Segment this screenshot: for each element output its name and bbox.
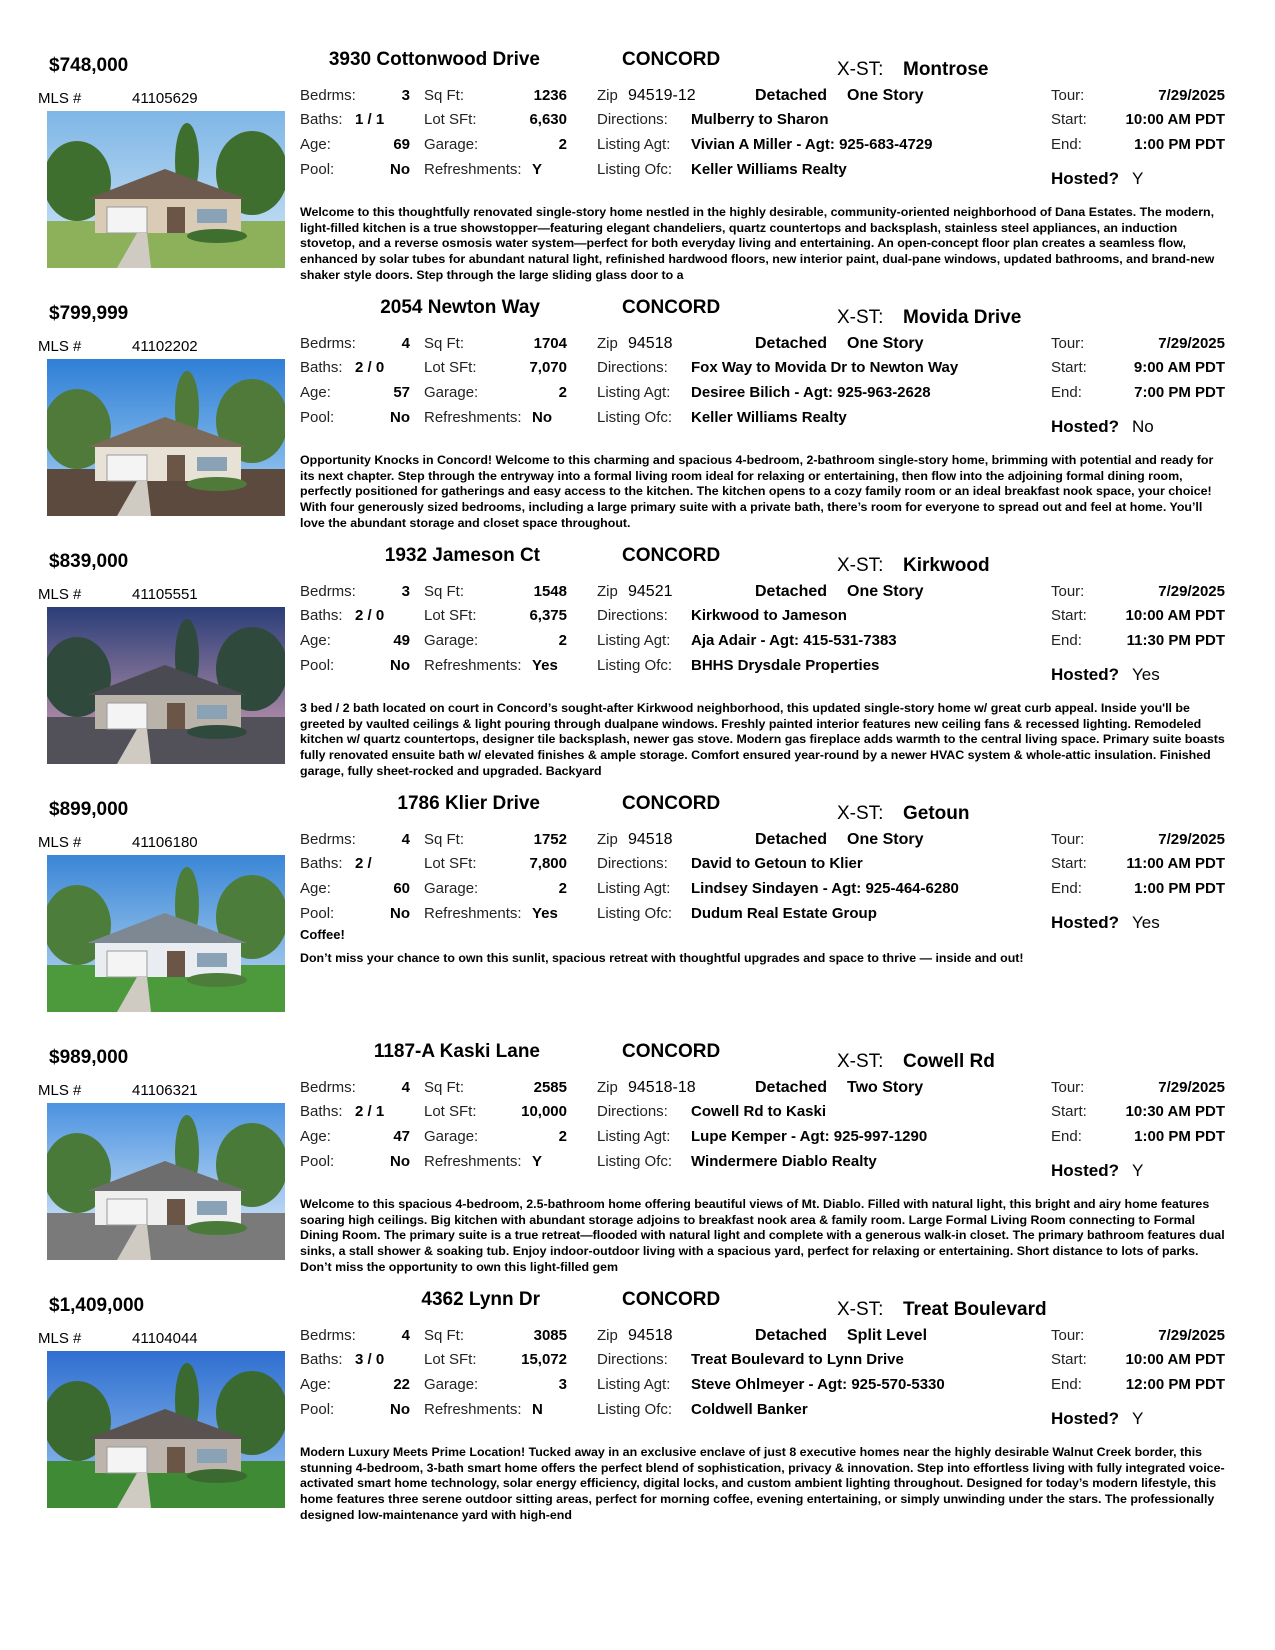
garage-label: Garage: xyxy=(424,1376,479,1393)
pool-label: Pool: xyxy=(300,905,335,922)
baths-label: Baths: xyxy=(300,111,343,128)
house-photo-icon xyxy=(47,1103,285,1260)
listing-price: $799,999 xyxy=(49,303,129,324)
start-label: Start: xyxy=(1051,855,1087,872)
hosted-value: Y xyxy=(1132,1161,1144,1180)
cross-street-label: X-ST: xyxy=(837,555,884,576)
cross-street-label: X-ST: xyxy=(837,1051,884,1072)
baths-label: Baths: xyxy=(300,607,343,624)
bedrooms-value: 4 xyxy=(401,1079,410,1096)
sqft-label: Sq Ft: xyxy=(424,1079,465,1096)
sqft-value: 1752 xyxy=(533,831,567,848)
listing-office-value: Coldwell Banker xyxy=(691,1401,808,1418)
lot-sqft-value: 6,375 xyxy=(529,607,567,624)
garage-value: 2 xyxy=(558,1128,567,1145)
garage-value: 2 xyxy=(558,384,567,401)
bedrooms-value: 3 xyxy=(401,87,410,104)
directions-label: Directions: xyxy=(597,1103,668,1120)
listing-address: 1187-A Kaski Lane xyxy=(373,1041,540,1062)
pool-label: Pool: xyxy=(300,657,335,674)
bedrooms-label: Bedrms: xyxy=(300,87,356,104)
age-label: Age: xyxy=(300,136,331,153)
dwelling-type: Detached xyxy=(755,583,828,600)
directions-value: Mulberry to Sharon xyxy=(691,111,829,128)
end-label: End: xyxy=(1051,1128,1082,1145)
mls-label: MLS # xyxy=(38,1082,82,1099)
dwelling-type: Detached xyxy=(755,831,828,848)
start-time: 10:00 AM PDT xyxy=(1125,111,1225,128)
mls-number: 41106321 xyxy=(132,1082,198,1099)
bedrooms-value: 4 xyxy=(401,335,410,352)
listing-agent-value: Steve Ohlmeyer - Agt: 925-570-5330 xyxy=(691,1376,945,1393)
baths-value: 2 / xyxy=(355,855,372,872)
listing-card xyxy=(0,45,1275,293)
tour-label: Tour: xyxy=(1051,335,1085,352)
listing-description: Welcome to this spacious 4-bedroom, 2.5-bathroom home offering beautiful views of Mt. Diablo. Filled with natural light, this bright and airy home features soaring high ceilings. Big kitchen with abundant storage adjoins to breakfast nook area & family room. Large Formal Living Room connecting to Formal Dining Room. The primary suite is a true retreat—flooded with natural light and complete with a generous walk-in closet. The primary bathroom features dual sinks, a stall shower & soaking tub. Enjoy indoor-outdoor living with a spacious yard, perfect for relaxing or entertaining. Short distance to lots of parks. Don’t miss the opportunity to own this light-filled gem xyxy=(300,1197,1225,1274)
garage-label: Garage: xyxy=(424,384,479,401)
mls-number: 41105629 xyxy=(132,90,198,107)
listing-city: CONCORD xyxy=(622,1289,721,1310)
pool-label: Pool: xyxy=(300,1153,335,1170)
listing-agent-label: Listing Agt: xyxy=(597,632,671,649)
baths-value: 2 / 0 xyxy=(355,359,385,376)
directions-value: Kirkwood to Jameson xyxy=(691,607,847,624)
zip-value: 94521 xyxy=(628,583,673,600)
cross-street: Cowell Rd xyxy=(903,1051,995,1072)
sqft-value: 2585 xyxy=(533,1079,567,1096)
stories-value: One Story xyxy=(847,335,924,352)
mls-label: MLS # xyxy=(38,586,82,603)
listing-office-label: Listing Ofc: xyxy=(597,1401,673,1418)
zip-label: Zip xyxy=(597,87,618,104)
end-label: End: xyxy=(1051,384,1082,401)
listing-office-label: Listing Ofc: xyxy=(597,1153,673,1170)
listing-office-label: Listing Ofc: xyxy=(597,657,673,674)
hosted-label: Hosted? xyxy=(1051,913,1119,932)
hosted-value: Yes xyxy=(1132,913,1160,932)
age-label: Age: xyxy=(300,384,331,401)
garage-label: Garage: xyxy=(424,136,479,153)
tour-label: Tour: xyxy=(1051,1327,1085,1344)
age-label: Age: xyxy=(300,1128,331,1145)
listing-agent-label: Listing Agt: xyxy=(597,384,671,401)
zip-value: 94518-18 xyxy=(628,1079,696,1096)
pool-value: No xyxy=(390,161,410,178)
mls-number: 41104044 xyxy=(132,1330,198,1347)
sqft-value: 1704 xyxy=(533,335,567,352)
baths-label: Baths: xyxy=(300,1351,343,1368)
hosted-label: Hosted? xyxy=(1051,1409,1119,1428)
listing-description: Modern Luxury Meets Prime Location! Tucked away in an exclusive enclave of just 8 executive homes near the highly desirable Walnut Creek border, this stunning 4-bedroom, 3-bath smart home offers the perfect blend of sophistication, privacy & innovation. Step into effortless living with fully integrated voice-activated smart home technology, solar energy efficiency, digital locks, and custom ambient lighting throughout. Designed for today’s modern lifestyle, this home features three serene outdoor sitting areas, perfect for morning coffee, evening entertaining, or simply unwinding under the stars. The professionally designed low-maintenance yard with high-end xyxy=(300,1445,1225,1522)
tour-date: 7/29/2025 xyxy=(1158,1079,1225,1096)
bedrooms-label: Bedrms: xyxy=(300,831,356,848)
zip-label: Zip xyxy=(597,1079,618,1096)
listing-city: CONCORD xyxy=(622,1041,721,1062)
start-label: Start: xyxy=(1051,1103,1087,1120)
start-time: 9:00 AM PDT xyxy=(1133,359,1225,376)
tour-label: Tour: xyxy=(1051,87,1085,104)
age-value: 57 xyxy=(393,384,410,401)
mls-label: MLS # xyxy=(38,834,82,851)
refreshments-value: No xyxy=(532,409,552,426)
directions-label: Directions: xyxy=(597,855,668,872)
listing-description: Welcome to this thoughtfully renovated single-story home nestled in the highly desirable, community-oriented neighborhood of Dana Estates. The modern, light-filled kitchen is a true showstopper—featuring elegant chandeliers, quartz countertops and backsplash, stainless steel appliances, an induction stovetop, and a reverse osmosis water system—perfect for both everyday living and entertaining. An open-concept floor plan creates a seamless flow, enhanced by solar tubes for abundant natural light, refinished hardwood floors, new interior paint, dual-pane windows, updated bathrooms, and brand-new shaker style doors. Step through the large sliding glass door to a xyxy=(300,205,1215,282)
mls-label: MLS # xyxy=(38,338,82,355)
stories-value: Two Story xyxy=(847,1079,924,1096)
refreshments-value: Y xyxy=(532,1153,543,1170)
baths-label: Baths: xyxy=(300,855,343,872)
tour-date: 7/29/2025 xyxy=(1158,1327,1225,1344)
listing-description: Opportunity Knocks in Concord! Welcome to this charming and spacious 4-bedroom, 2-bathroom single-story home, brimming with potential and ready for its next chapter. Step through the entryway into a formal living room ideal for relaxing or entertaining, then flow into the adjoining formal dining room, perfectly positioned for gatherings and easy access to the kitchen. The kitchen opens to a cozy family room or an ideal breakfast nook space, your choice! With four generously sized bedrooms, including a large primary suite with a private bath, there’s room for everyone to spread out and feel at home. You’ll love the abundant storage and closet space throughout. xyxy=(300,453,1214,530)
directions-value: Cowell Rd to Kaski xyxy=(691,1103,827,1120)
lot-sqft-label: Lot SFt: xyxy=(424,855,477,872)
dwelling-type: Detached xyxy=(755,1079,828,1096)
directions-value: David to Getoun to Klier xyxy=(691,855,863,872)
listing-card xyxy=(0,789,1275,1037)
dwelling-type: Detached xyxy=(755,87,828,104)
bedrooms-value: 3 xyxy=(401,583,410,600)
pool-label: Pool: xyxy=(300,1401,335,1418)
pool-value: No xyxy=(390,1401,410,1418)
mls-label: MLS # xyxy=(38,90,82,107)
listing-description: 3 bed / 2 bath located on court in Concord’s sought-after Kirkwood neighborhood, this updated single-story home w/ great curb appeal. Inside you'll be greeted by vaulted ceilings & light pouring through dualpane windows. Freshly painted interior features new ceiling fans & recessed lighting. Remodeled kitchen w/ quartz countertops, designer tile backsplash, newer gas stove. Modern gas fireplace adds warmth to the central living space. Primary suite boasts fully renovated ensuite bath w/ elevated finishes & ample storage. Comfort ensured year-round by a newer HVAC system & whole-attic insulation. Finished garage, fully sheet-rocked and upgraded. Backyard xyxy=(300,701,1225,778)
listing-office-value: Keller Williams Realty xyxy=(691,161,847,178)
cross-street: Movida Drive xyxy=(903,307,1022,328)
sqft-label: Sq Ft: xyxy=(424,335,465,352)
end-time: 1:00 PM PDT xyxy=(1134,880,1225,897)
cross-street-label: X-ST: xyxy=(837,307,884,328)
listing-price: $1,409,000 xyxy=(49,1295,145,1316)
end-time: 1:00 PM PDT xyxy=(1134,1128,1225,1145)
tour-date: 7/29/2025 xyxy=(1158,335,1225,352)
baths-value: 2 / 0 xyxy=(355,607,385,624)
hosted-value: No xyxy=(1132,417,1154,436)
end-time: 12:00 PM PDT xyxy=(1125,1376,1225,1393)
cross-street-label: X-ST: xyxy=(837,803,884,824)
cross-street: Montrose xyxy=(903,59,989,80)
listing-card xyxy=(0,293,1275,541)
mls-number: 41105551 xyxy=(132,586,198,603)
listing-address: 2054 Newton Way xyxy=(380,297,540,318)
listing-price: $899,000 xyxy=(49,799,129,820)
mls-number: 41102202 xyxy=(132,338,198,355)
refreshments-label: Refreshments: xyxy=(424,905,522,922)
end-time: 7:00 PM PDT xyxy=(1134,384,1225,401)
pool-value: No xyxy=(390,657,410,674)
cross-street-label: X-ST: xyxy=(837,1299,884,1320)
listing-city: CONCORD xyxy=(622,545,721,566)
house-photo-icon xyxy=(47,855,285,1012)
baths-value: 3 / 0 xyxy=(355,1351,385,1368)
listing-office-value: Keller Williams Realty xyxy=(691,409,847,426)
age-value: 49 xyxy=(393,632,410,649)
hosted-value: Yes xyxy=(1132,665,1160,684)
listing-agent-value: Lupe Kemper - Agt: 925-997-1290 xyxy=(691,1128,928,1145)
age-value: 69 xyxy=(393,136,410,153)
tour-label: Tour: xyxy=(1051,831,1085,848)
bedrooms-label: Bedrms: xyxy=(300,1327,356,1344)
house-photo-icon xyxy=(47,1351,285,1508)
listing-card xyxy=(0,541,1275,789)
stories-value: Split Level xyxy=(847,1327,928,1344)
sqft-value: 1236 xyxy=(533,87,567,104)
mls-label: MLS # xyxy=(38,1330,82,1347)
lot-sqft-value: 15,072 xyxy=(521,1351,567,1368)
listing-address: 4362 Lynn Dr xyxy=(421,1289,540,1310)
zip-label: Zip xyxy=(597,583,618,600)
age-value: 22 xyxy=(393,1376,410,1393)
hosted-label: Hosted? xyxy=(1051,1161,1119,1180)
zip-value: 94519-12 xyxy=(628,87,696,104)
refreshments-value: N xyxy=(532,1401,543,1418)
zip-value: 94518 xyxy=(628,831,673,848)
listing-office-value: Windermere Diablo Realty xyxy=(691,1153,877,1170)
lot-sqft-label: Lot SFt: xyxy=(424,359,477,376)
sqft-label: Sq Ft: xyxy=(424,1327,465,1344)
tour-date: 7/29/2025 xyxy=(1158,583,1225,600)
sqft-value: 1548 xyxy=(533,583,567,600)
lot-sqft-value: 7,070 xyxy=(529,359,567,376)
listing-office-label: Listing Ofc: xyxy=(597,161,673,178)
lot-sqft-label: Lot SFt: xyxy=(424,607,477,624)
baths-value: 1 / 1 xyxy=(355,111,385,128)
start-label: Start: xyxy=(1051,359,1087,376)
listing-address: 1786 Klier Drive xyxy=(397,793,540,814)
lot-sqft-label: Lot SFt: xyxy=(424,1103,477,1120)
baths-label: Baths: xyxy=(300,359,343,376)
tour-label: Tour: xyxy=(1051,1079,1085,1096)
start-time: 10:00 AM PDT xyxy=(1125,1351,1225,1368)
tour-label: Tour: xyxy=(1051,583,1085,600)
zip-label: Zip xyxy=(597,1327,618,1344)
pool-label: Pool: xyxy=(300,161,335,178)
refreshments-label: Refreshments: xyxy=(424,1153,522,1170)
zip-value: 94518 xyxy=(628,1327,673,1344)
listing-office-value: Dudum Real Estate Group xyxy=(691,905,877,922)
listing-card xyxy=(0,1285,1275,1533)
start-time: 11:00 AM PDT xyxy=(1126,855,1225,872)
listing-office-label: Listing Ofc: xyxy=(597,409,673,426)
refreshments-note: Coffee! xyxy=(300,927,345,942)
zip-label: Zip xyxy=(597,335,618,352)
start-time: 10:30 AM PDT xyxy=(1125,1103,1225,1120)
bedrooms-label: Bedrms: xyxy=(300,335,356,352)
listing-agent-label: Listing Agt: xyxy=(597,136,671,153)
listing-price: $839,000 xyxy=(49,551,129,572)
directions-label: Directions: xyxy=(597,607,668,624)
zip-label: Zip xyxy=(597,831,618,848)
age-label: Age: xyxy=(300,632,331,649)
garage-value: 3 xyxy=(558,1376,567,1393)
garage-value: 2 xyxy=(558,632,567,649)
lot-sqft-value: 10,000 xyxy=(521,1103,567,1120)
listing-address: 3930 Cottonwood Drive xyxy=(328,49,540,70)
refreshments-value: Y xyxy=(532,161,543,178)
dwelling-type: Detached xyxy=(755,1327,828,1344)
tour-date: 7/29/2025 xyxy=(1158,831,1225,848)
refreshments-value: Yes xyxy=(532,905,558,922)
listing-price: $989,000 xyxy=(49,1047,129,1068)
listing-agent-label: Listing Agt: xyxy=(597,1128,671,1145)
dwelling-type: Detached xyxy=(755,335,828,352)
garage-label: Garage: xyxy=(424,1128,479,1145)
bedrooms-value: 4 xyxy=(401,1327,410,1344)
pool-label: Pool: xyxy=(300,409,335,426)
listing-agent-value: Vivian A Miller - Agt: 925-683-4729 xyxy=(691,136,933,153)
garage-value: 2 xyxy=(558,136,567,153)
garage-value: 2 xyxy=(558,880,567,897)
listing-agent-value: Desiree Bilich - Agt: 925-963-2628 xyxy=(691,384,931,401)
lot-sqft-value: 7,800 xyxy=(529,855,567,872)
listing-agent-label: Listing Agt: xyxy=(597,1376,671,1393)
house-photo-icon xyxy=(47,111,285,268)
listing-city: CONCORD xyxy=(622,297,721,318)
sqft-label: Sq Ft: xyxy=(424,831,465,848)
zip-value: 94518 xyxy=(628,335,673,352)
end-time: 11:30 PM PDT xyxy=(1126,632,1225,649)
bedrooms-label: Bedrms: xyxy=(300,1079,356,1096)
end-time: 1:00 PM PDT xyxy=(1134,136,1225,153)
listing-price: $748,000 xyxy=(49,55,129,76)
age-label: Age: xyxy=(300,1376,331,1393)
refreshments-value: Yes xyxy=(532,657,558,674)
sqft-value: 3085 xyxy=(533,1327,567,1344)
pool-value: No xyxy=(390,905,410,922)
pool-value: No xyxy=(390,409,410,426)
directions-label: Directions: xyxy=(597,111,668,128)
listing-city: CONCORD xyxy=(622,793,721,814)
age-value: 60 xyxy=(393,880,410,897)
sqft-label: Sq Ft: xyxy=(424,583,465,600)
refreshments-label: Refreshments: xyxy=(424,409,522,426)
hosted-value: Y xyxy=(1132,169,1144,188)
cross-street: Getoun xyxy=(903,803,970,824)
listing-agent-value: Aja Adair - Agt: 415-531-7383 xyxy=(691,632,897,649)
pool-value: No xyxy=(390,1153,410,1170)
start-label: Start: xyxy=(1051,111,1087,128)
listing-office-value: BHHS Drysdale Properties xyxy=(691,657,880,674)
hosted-label: Hosted? xyxy=(1051,665,1119,684)
refreshments-label: Refreshments: xyxy=(424,161,522,178)
garage-label: Garage: xyxy=(424,880,479,897)
hosted-label: Hosted? xyxy=(1051,417,1119,436)
lot-sqft-label: Lot SFt: xyxy=(424,111,477,128)
cross-street: Kirkwood xyxy=(903,555,990,576)
age-label: Age: xyxy=(300,880,331,897)
lot-sqft-label: Lot SFt: xyxy=(424,1351,477,1368)
bedrooms-label: Bedrms: xyxy=(300,583,356,600)
listing-description: Don’t miss your chance to own this sunlit, spacious retreat with thoughtful upgrades and space to thrive — inside and out! xyxy=(300,951,1024,965)
refreshments-label: Refreshments: xyxy=(424,1401,522,1418)
stories-value: One Story xyxy=(847,87,924,104)
start-label: Start: xyxy=(1051,1351,1087,1368)
house-photo-icon xyxy=(47,359,285,516)
sqft-label: Sq Ft: xyxy=(424,87,465,104)
refreshments-label: Refreshments: xyxy=(424,657,522,674)
baths-value: 2 / 1 xyxy=(355,1103,385,1120)
listing-office-label: Listing Ofc: xyxy=(597,905,673,922)
cross-street: Treat Boulevard xyxy=(903,1299,1047,1320)
end-label: End: xyxy=(1051,1376,1082,1393)
mls-number: 41106180 xyxy=(132,834,198,851)
end-label: End: xyxy=(1051,632,1082,649)
hosted-label: Hosted? xyxy=(1051,169,1119,188)
stories-value: One Story xyxy=(847,831,924,848)
directions-label: Directions: xyxy=(597,359,668,376)
end-label: End: xyxy=(1051,880,1082,897)
listing-city: CONCORD xyxy=(622,49,721,70)
cross-street-label: X-ST: xyxy=(837,59,884,80)
stories-value: One Story xyxy=(847,583,924,600)
baths-label: Baths: xyxy=(300,1103,343,1120)
house-photo-icon xyxy=(47,607,285,764)
start-label: Start: xyxy=(1051,607,1087,624)
lot-sqft-value: 6,630 xyxy=(529,111,567,128)
listing-card xyxy=(0,1037,1275,1285)
directions-value: Fox Way to Movida Dr to Newton Way xyxy=(691,359,959,376)
age-value: 47 xyxy=(393,1128,410,1145)
start-time: 10:00 AM PDT xyxy=(1125,607,1225,624)
hosted-value: Y xyxy=(1132,1409,1144,1428)
listing-agent-value: Lindsey Sindayen - Agt: 925-464-6280 xyxy=(691,880,959,897)
end-label: End: xyxy=(1051,136,1082,153)
directions-value: Treat Boulevard to Lynn Drive xyxy=(691,1351,904,1368)
bedrooms-value: 4 xyxy=(401,831,410,848)
directions-label: Directions: xyxy=(597,1351,668,1368)
tour-date: 7/29/2025 xyxy=(1158,87,1225,104)
listing-address: 1932 Jameson Ct xyxy=(384,545,540,566)
garage-label: Garage: xyxy=(424,632,479,649)
listing-agent-label: Listing Agt: xyxy=(597,880,671,897)
